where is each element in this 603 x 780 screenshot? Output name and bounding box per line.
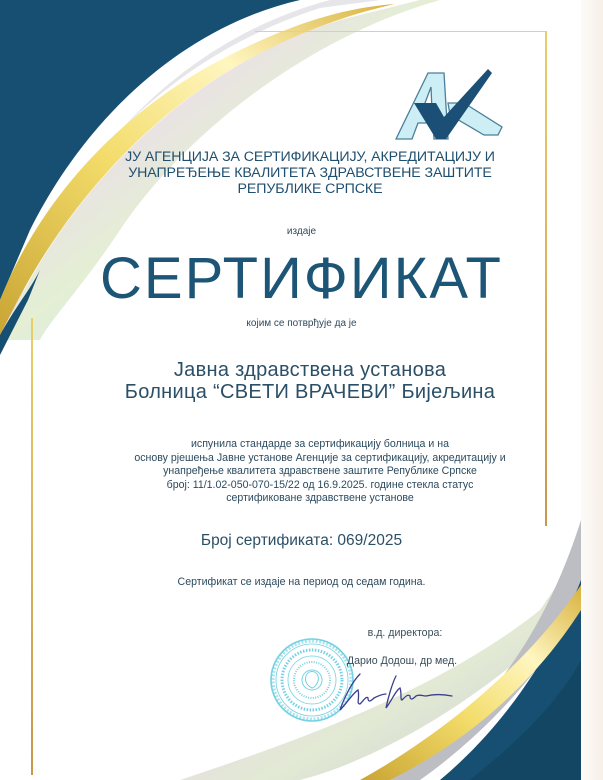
statement-line: основу рјешења Јавне установе Агенције за сертификацију, акредитацију и [134,451,506,464]
certificate-number: Број сертификата: 069/2025 [200,532,403,549]
frame-border-top [255,31,546,32]
agency-line-2: УНАПРЕЂЕЊЕ КВАЛИТЕТА ЗДРАВСТВЕНЕ ЗАШТИТЕ [128,165,492,181]
confirms-label: којим се потврђује да је [246,318,357,329]
agency-line-3: РЕПУБЛИКЕ СРПСКЕ [237,181,383,197]
director-title: в.д. директора: [367,627,443,639]
statement-line: сертификоване здравствене установе [226,492,414,505]
issuing-agency [60,149,560,197]
director-name: Дарио Додош, др мед. [346,655,458,667]
issues-label: издаје [286,226,317,237]
certification-statement [60,438,580,506]
statement-line: испунила стандарде за сертификацију болница и на [190,438,449,450]
signature-icon [330,668,460,718]
agency-line-1: ЈУ АГЕНЦИЈА ЗА СЕРТИФИКАЦИЈУ, АКРЕДИТАЦИЈУ И [125,149,495,165]
institution-name [40,359,580,403]
institution-line-1: Јавна здравствена установа [173,359,447,381]
ak-checkmark-logo-icon [388,65,508,145]
validity-period: Сертификат се издаје на период од седам година. [177,576,426,588]
statement-line: унапређење квалитета здравствене заштите Републике Српске [163,465,477,478]
institution-line-2: Болница “СВЕТИ ВРАЧЕВИ” Бијељина [124,381,496,403]
statement-line: број: 11/1.02-050-070-15/22 од 16.9.2025. године стекла статус [166,478,474,491]
certificate-title: СЕРТИФИКАТ [100,246,503,311]
